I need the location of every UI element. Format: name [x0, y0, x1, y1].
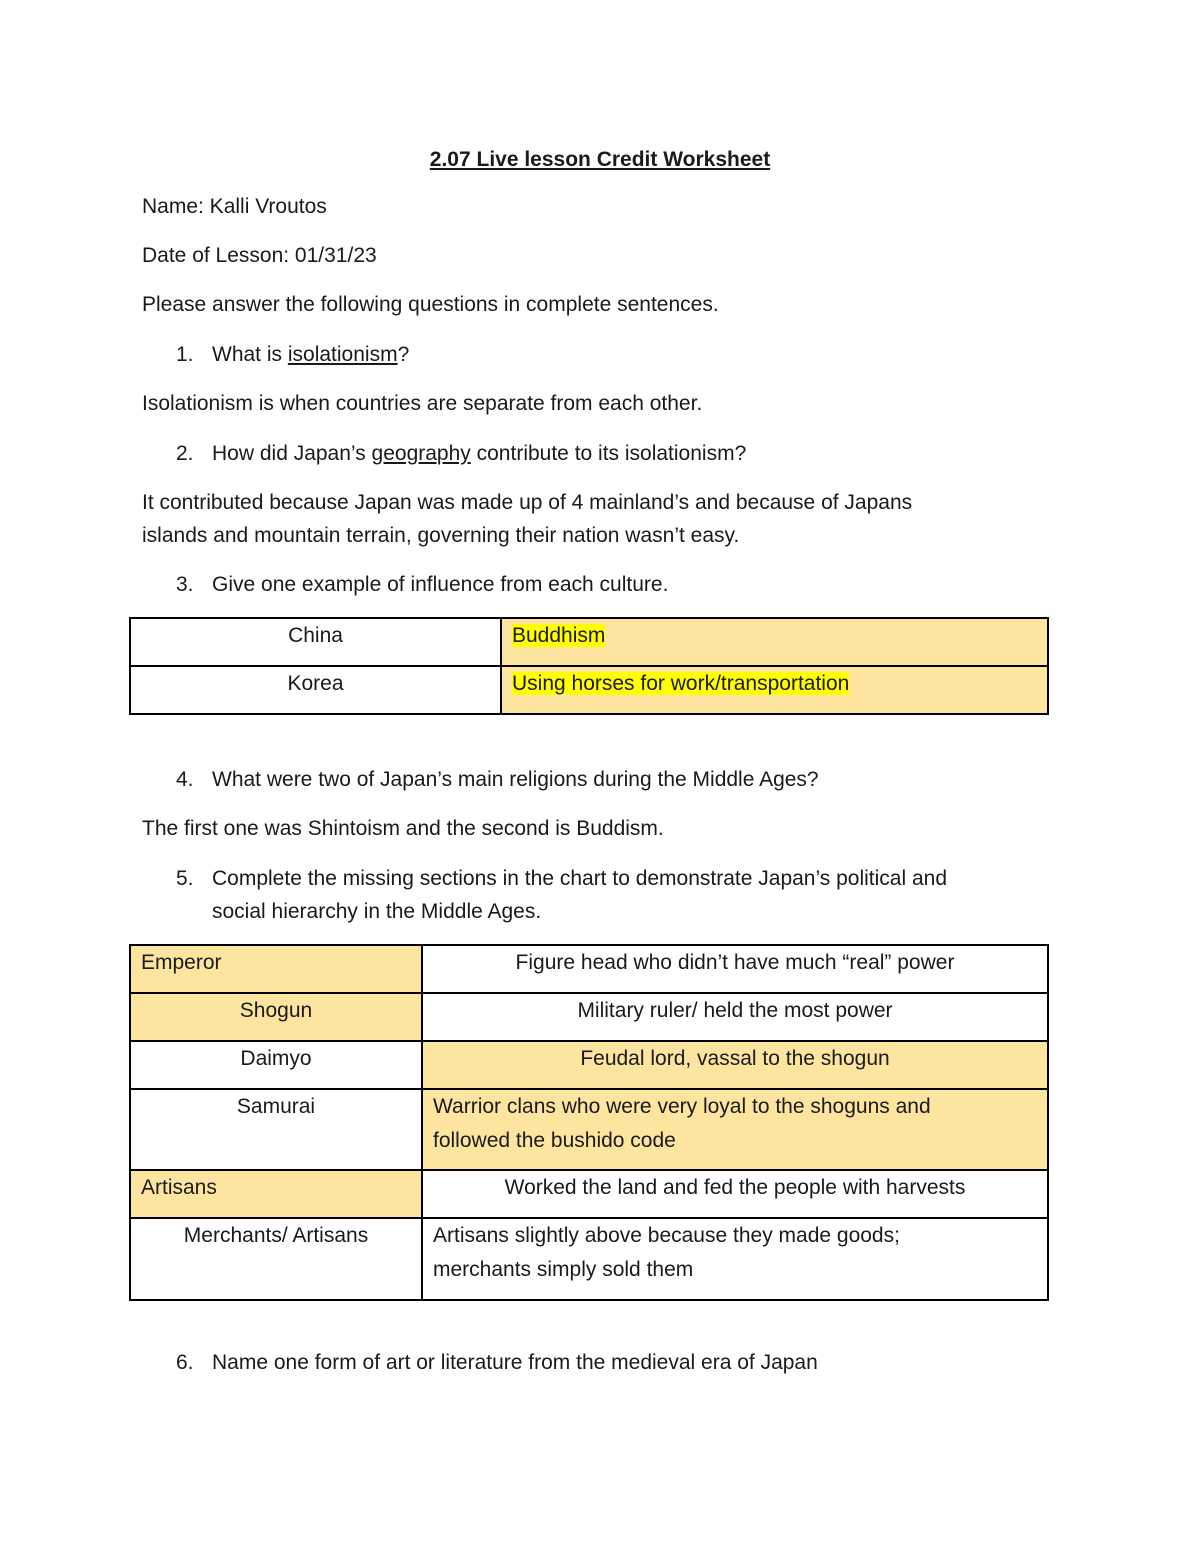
- rank-cell: Samurai: [130, 1089, 422, 1170]
- question-number: 5.: [176, 867, 194, 890]
- rank-cell: Merchants/ Artisans: [130, 1218, 422, 1300]
- description-cell: Worked the land and fed the people with harvests: [422, 1170, 1048, 1218]
- influence-text: Using horses for work/transportation: [512, 672, 850, 695]
- answer-1: Isolationism is when countries are separate from each other.: [142, 392, 703, 415]
- question-number: 6.: [176, 1351, 194, 1374]
- question-5-line-2: social hierarchy in the Middle Ages.: [212, 900, 542, 923]
- question-2-end: contribute to its isolationism?: [470, 442, 747, 465]
- table-row: [130, 1041, 1048, 1089]
- question-5-line-1: Complete the missing sections in the chart to demonstrate Japan’s political and: [212, 867, 948, 890]
- question-number: 2.: [176, 442, 194, 465]
- question-3: Give one example of influence from each culture.: [212, 573, 669, 596]
- table-row: [130, 1089, 1048, 1170]
- question-6: Name one form of art or literature from the medieval era of Japan: [212, 1351, 818, 1374]
- student-name: Name: Kalli Vroutos: [142, 195, 327, 218]
- description-cell: [422, 1089, 1048, 1170]
- table-row: [130, 1218, 1048, 1300]
- question-2-term: geography: [371, 442, 471, 465]
- influence-cell: [501, 666, 1048, 714]
- question-number: 1.: [176, 343, 194, 366]
- question-2: [212, 437, 746, 471]
- description-line: merchants simply sold them: [433, 1258, 694, 1281]
- culture-cell: Korea: [130, 666, 501, 714]
- description-line: Warrior clans who were very loyal to the shoguns and: [433, 1095, 931, 1118]
- rank-cell: Shogun: [130, 993, 422, 1041]
- question-2-text: How did Japan’s: [212, 442, 372, 465]
- answer-2-line-1: It contributed because Japan was made up of 4 mainland’s and because of Japans: [142, 491, 913, 514]
- lesson-date: Date of Lesson: 01/31/23: [142, 244, 377, 267]
- description-cell: Figure head who didn’t have much “real” power: [422, 945, 1048, 993]
- table-row: [130, 618, 1048, 666]
- question-1-end: ?: [397, 343, 410, 366]
- answer-4: The first one was Shintoism and the second is Buddism.: [142, 817, 664, 840]
- instructions: Please answer the following questions in complete sentences.: [142, 293, 719, 316]
- description-cell: [422, 1218, 1048, 1300]
- question-1: [212, 338, 409, 372]
- rank-cell: Emperor: [130, 945, 422, 993]
- description-cell: Feudal lord, vassal to the shogun: [422, 1041, 1048, 1089]
- question-number: 4.: [176, 768, 194, 791]
- culture-influence-table: [129, 617, 1049, 715]
- question-1-term: isolationism: [287, 343, 398, 366]
- answer-2-line-2: islands and mountain terrain, governing their nation wasn’t easy.: [142, 524, 740, 547]
- culture-cell: China: [130, 618, 501, 666]
- table-row: [130, 945, 1048, 993]
- description-line: Artisans slightly above because they made goods;: [433, 1224, 900, 1247]
- description-cell: Military ruler/ held the most power: [422, 993, 1048, 1041]
- table-row: [130, 993, 1048, 1041]
- rank-cell: Daimyo: [130, 1041, 422, 1089]
- influence-text: Buddhism: [512, 624, 606, 647]
- hierarchy-table: [129, 944, 1049, 1301]
- worksheet-title: 2.07 Live lesson Credit Worksheet: [429, 148, 771, 171]
- question-1-text: What is: [212, 343, 288, 366]
- rank-cell: Artisans: [130, 1170, 422, 1218]
- question-number: 3.: [176, 573, 194, 596]
- question-4: What were two of Japan’s main religions during the Middle Ages?: [212, 768, 819, 791]
- description-line: followed the bushido code: [433, 1129, 676, 1152]
- influence-cell: [501, 618, 1048, 666]
- table-row: [130, 1170, 1048, 1218]
- table-row: [130, 666, 1048, 714]
